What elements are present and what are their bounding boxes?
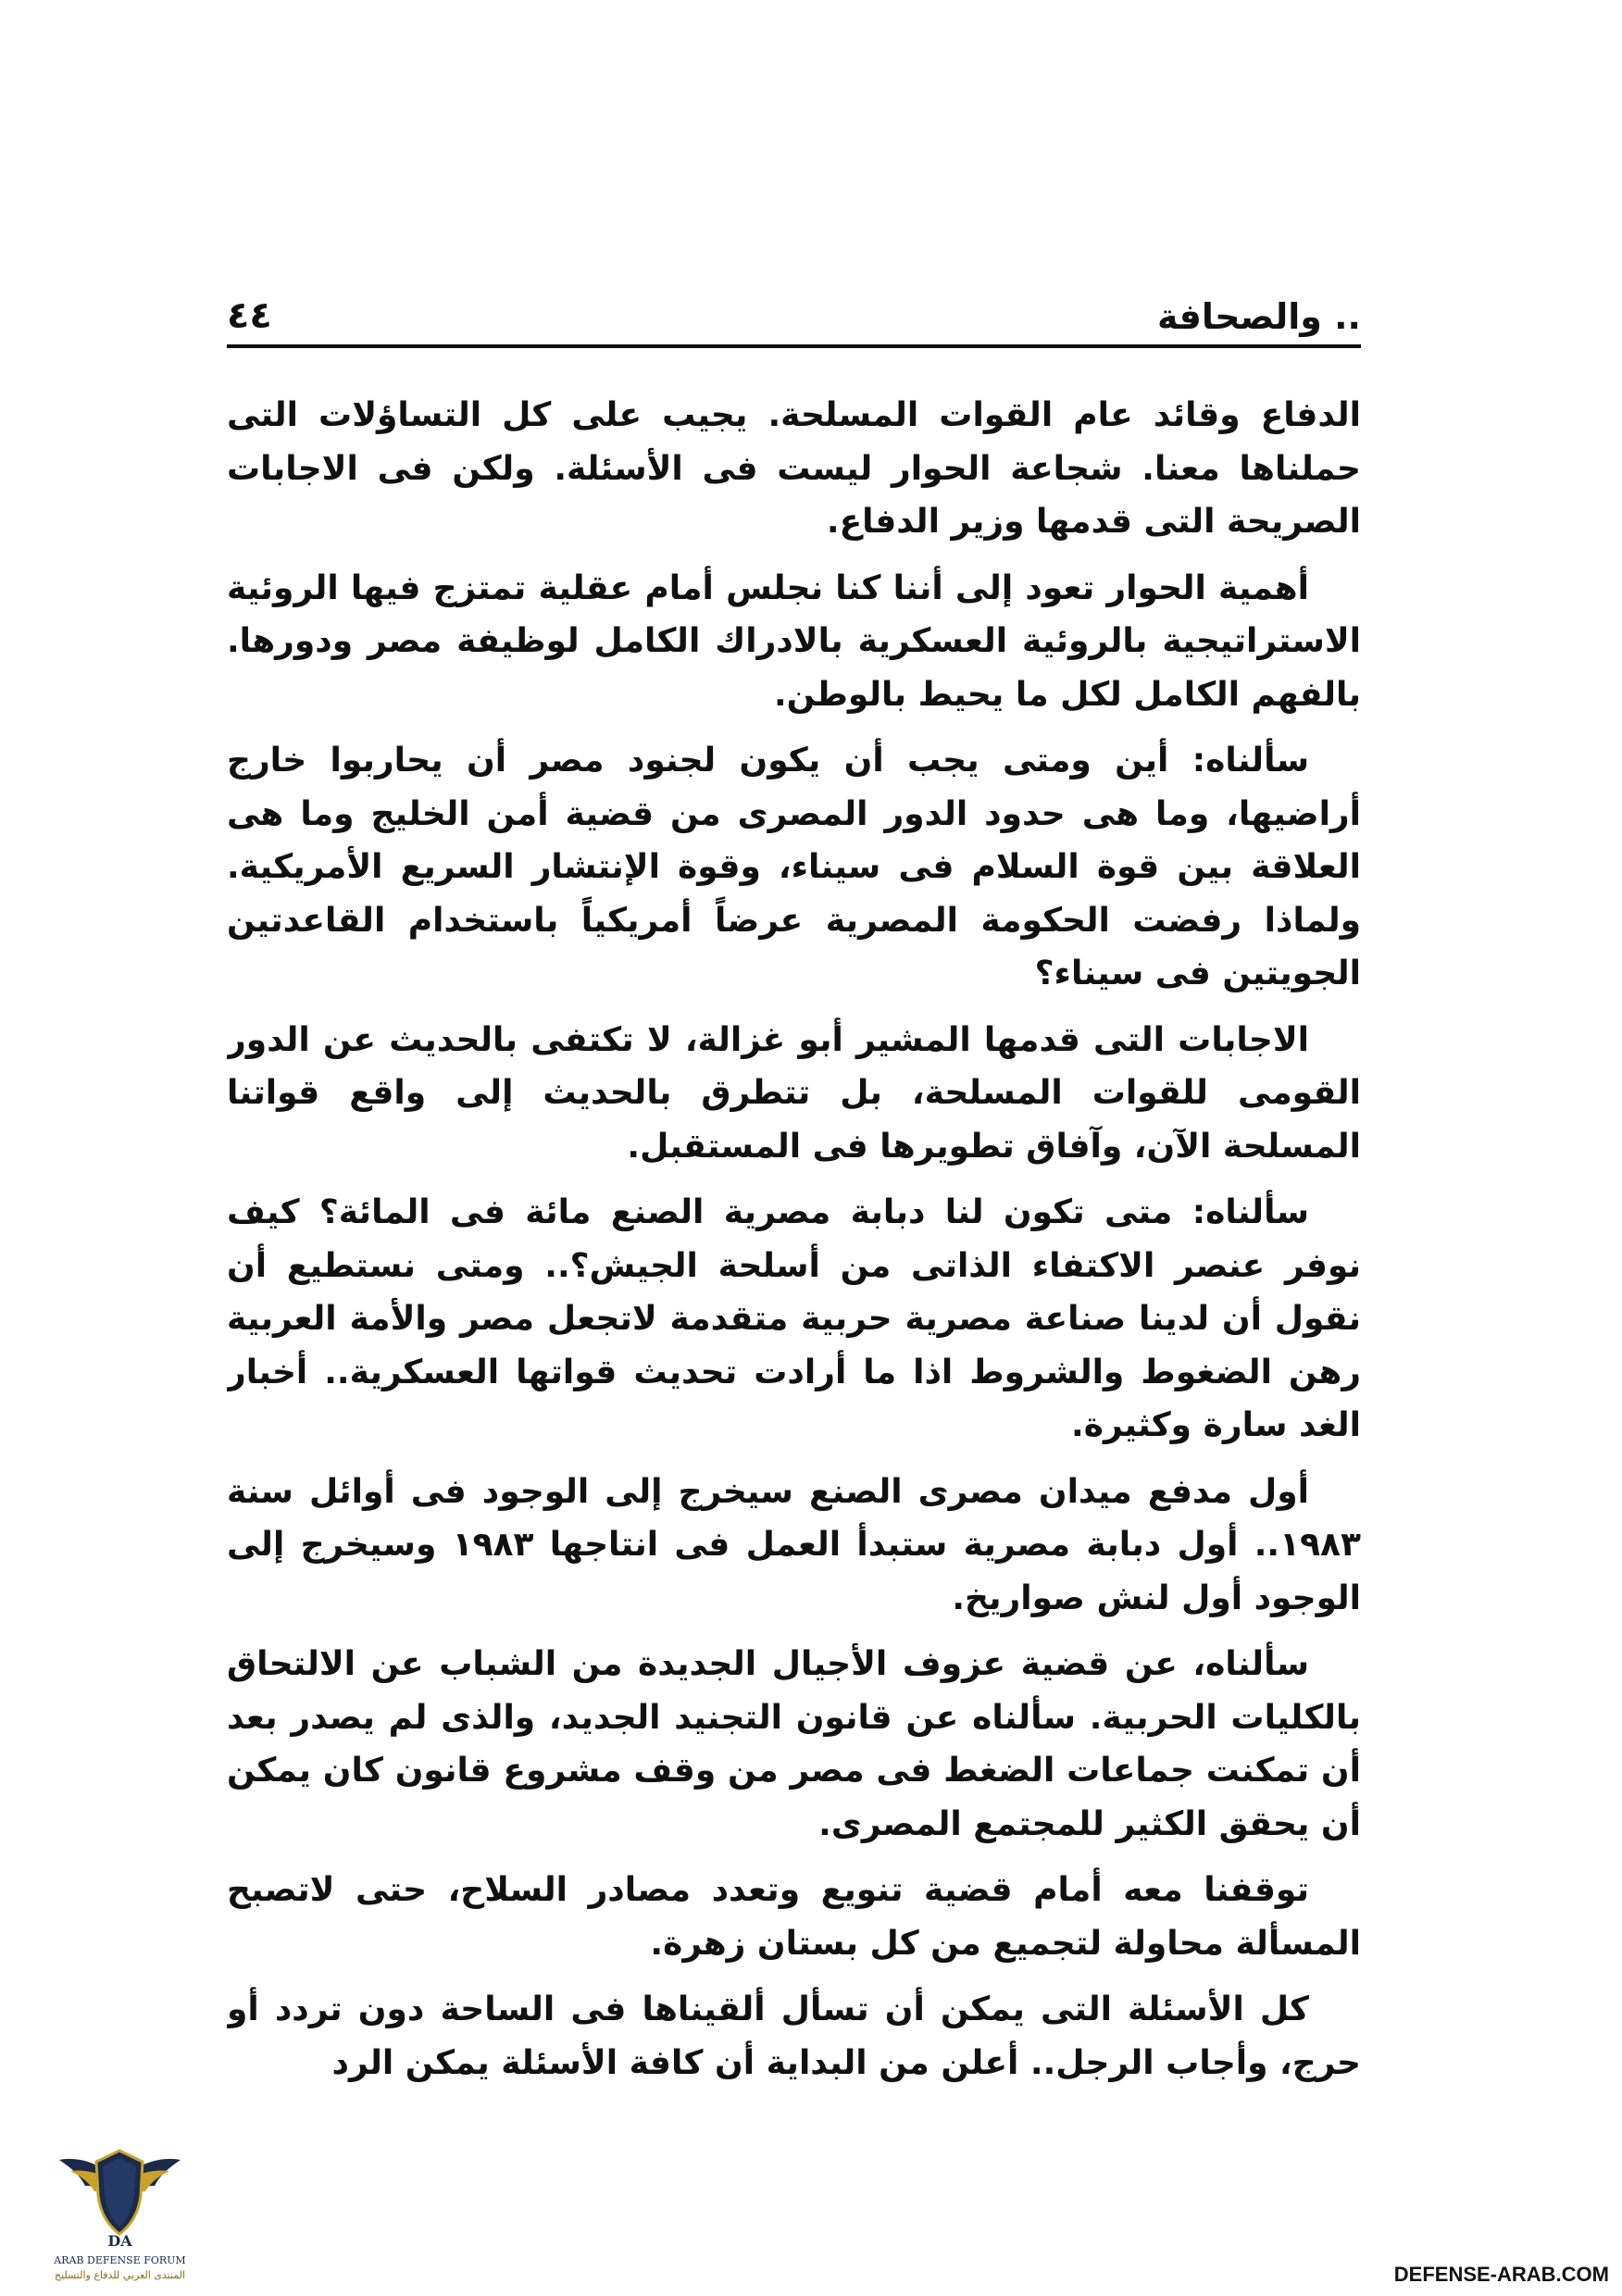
page-header	[227, 289, 1361, 348]
forum-logo[interactable]	[39, 2143, 186, 2287]
logo-monogram: DA	[107, 2232, 132, 2250]
paragraph-2: أهمية الحوار تعود إلى أننا كنا نجلس أمام عقلية تمتزج فيها الروئية الاستراتيجية بالروئية العسكرية بالادراك الكامل لوظيفة مصر ودورها. بالفهم الكامل لكل ما يحيط بالوطن.	[227, 568, 1361, 714]
paragraph-1: الدفاع وقائد عام القوات المسلحة. يجيب على كل التساؤلات التى حملناها معنا. شجاعة الحوار ليست فى الأسئلة. ولكن فى الاجابات الصريحة التى قدمها وزير الدفاع.	[227, 396, 1361, 541]
article-body	[227, 389, 1361, 2203]
paragraph-3: سألناه: أين ومتى يجب أن يكون لجنود مصر أن يحاربوا خارج أراضيها، وما هى حدود الدور المصرى من قضية أمن الخليج وما هى العلاقة بين قوة السلام فى سيناء، وقوة الإنتشار السريع الأمريكية. ولماذا رفضت الحكومة المصرية عرضاً أمريكياً باستخدام القاعدتين الجويتين فى سيناء؟	[227, 742, 1361, 992]
logo-subtitle: المنتدى العربي للدفاع والتسليح	[54, 2269, 186, 2281]
paragraph-6: أول مدفع ميدان مصرى الصنع سيخرج إلى الوجود فى أوائل سنة ١٩٨٣.. أول دبابة مصرية ستبدأ العمل فى انتاجها ١٩٨٣ وسيخرج إلى الوجود أول لنش صواريخ.	[227, 1472, 1361, 1617]
running-title: .. والصحافة	[1156, 296, 1361, 337]
paragraph-9: كل الأسئلة التى يمكن أن تسأل ألقيناها فى الساحة دون تردد أو حرج، وأجاب الرجل.. أعلن من البداية أن كافة الأسئلة يمكن الرد	[227, 1990, 1361, 2082]
logo-name: ARAB DEFENSE FORUM	[54, 2254, 186, 2266]
paragraph-4: الاجابات التى قدمها المشير أبو غزالة، لا تكتفى بالحديث عن الدور القومى للقوات المسلحة، بل تتطرق بالحديث إلى واقع قواتنا المسلحة الآن، وآفاق تطويرها فى المستقبل.	[227, 1020, 1361, 1166]
site-url-link[interactable]: DEFENSE-ARAB.COM	[1393, 2263, 1609, 2286]
paragraph-7: سألناه، عن قضية عزوف الأجيال الجديدة من الشباب عن الالتحاق بالكليات الحربية. سألناه عن قانون التجنيد الجديد، والذى لم يصدر بعد أن تمكنت جماعات الضغط فى مصر من وقف مشروع قانون كان يمكن أن يحقق الكثير للمجتمع المصرى.	[227, 1645, 1361, 1843]
paragraph-8: توقفنا معه أمام قضية تنويع وتعدد مصادر السلاح، حتى لاتصبح المسألة محاولة لتجميع من كل بستان زهرة.	[227, 1871, 1361, 1963]
paragraph-5: سألناه: متى تكون لنا دبابة مصرية الصنع مائة فى المائة؟ كيف نوفر عنصر الاكتفاء الذاتى من أسلحة الجيش؟.. ومتى نستطيع أن نقول أن لدينا صناعة مصرية حربية متقدمة لاتجعل مصر والأمة العربية رهن الضغوط والشروط اذا ما أرادت تحديث قواتها العسكرية.. أخبار الغد سارة وكثيرة.	[227, 1193, 1361, 1444]
page-number: ٤٤	[227, 294, 272, 337]
